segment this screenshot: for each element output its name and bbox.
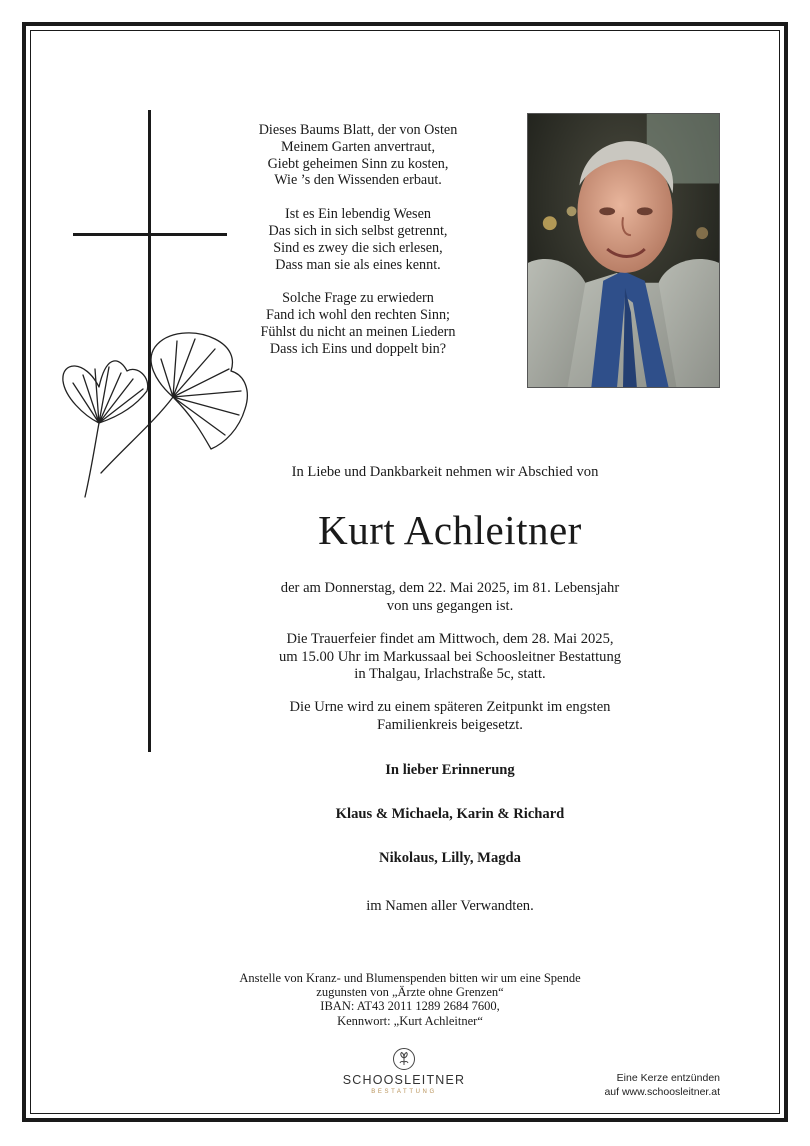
portrait-photo [527,113,720,388]
text-line: Die Urne wird zu einem späteren Zeitpunkt im engsten [289,699,611,715]
remembrance-heading: In lieber Erinnerung [385,762,515,778]
poem-line: Dieses Baums Blatt, der von Osten [258,122,458,138]
text-line: Anstelle von Kranz- und Blumenspenden bitten wir um eine Spende [239,971,581,985]
farewell-intro: In Liebe und Dankbarkeit nehmen wir Abschied von [291,464,599,480]
poem-line: Solche Frage zu erwiedern [282,290,434,307]
text-line: Die Trauerfeier findet am Mittwoch, dem 28. Mai 2025, [286,631,614,647]
text-line: auf www.schoosleitner.at [604,1085,720,1098]
flower-icon [392,1047,416,1071]
poem-stanza-2 [240,206,476,273]
poem-line: Dass man sie als eines kennt. [275,256,441,273]
text-line: IBAN: AT43 2011 1289 2684 7600, [320,999,500,1014]
cross-horizontal-beam [73,233,227,236]
poem [240,122,476,375]
funeral-notice [220,631,680,684]
poem-stanza-1 [240,122,476,189]
poem-line: Das sich in sich selbst getrennt, [268,222,448,239]
text-line: von uns gegangen ist. [386,597,514,614]
poem-line: Sind es zwey die sich erlesen, [273,239,443,256]
family-names-2: Nikolaus, Lilly, Magda [379,850,521,866]
poem-line: Fand ich wohl den rechten Sinn; [265,307,450,324]
funeral-home-name: SCHOOSLEITNER [342,1073,466,1087]
poem-line: Ist es Ein lebendig Wesen [285,206,431,223]
family-names-1: Klaus & Michaela, Karin & Richard [335,806,565,822]
urn-notice [220,699,680,734]
text-line: der am Donnerstag, dem 22. Mai 2025, im 81. Lebensjahr [280,580,620,596]
poem-line: Giebt geheimen Sinn zu kosten, [267,155,449,172]
poem-line: Meinem Garten anvertraut, [280,138,436,155]
candle-link[interactable] [560,1072,720,1099]
donation-request [160,971,660,1028]
deceased-name: Kurt Achleitner [318,507,582,553]
ginkgo-leaves-icon [55,325,265,510]
text-line: Familienkreis beigesetzt. [377,716,523,733]
text-line: Eine Kerze entzünden [616,1072,720,1084]
text-line: um 15.00 Uhr im Markussaal bei Schoosleitner Bestattung [278,648,622,665]
text-line: Kennwort: „Kurt Achleitner“ [337,1013,483,1028]
relatives-note: im Namen aller Verwandten. [366,898,534,914]
poem-line: Fühlst du nicht an meinen Liedern [260,323,456,340]
poem-line: Dass ich Eins und doppelt bin? [269,340,447,357]
death-notice [220,580,680,615]
text-line: zugunsten von „Ärzte ohne Grenzen“ [316,985,504,1000]
text-line: in Thalgau, Irlachstraße 5c, statt. [354,666,546,682]
funeral-home-subtitle: BESTATTUNG [371,1089,437,1095]
poem-line: Wie ’s den Wissenden erbaut. [274,172,442,189]
poem-stanza-3 [240,290,476,357]
